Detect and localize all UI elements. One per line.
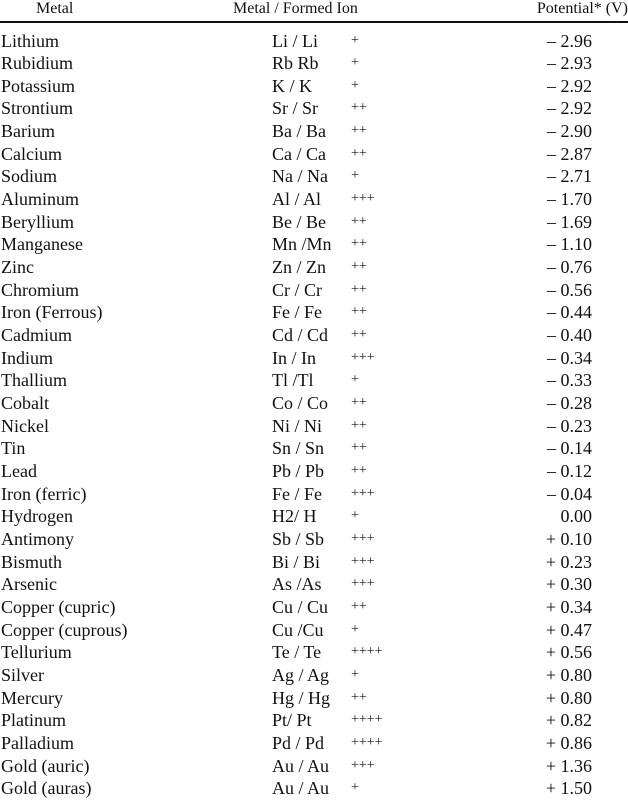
metal-name: Gold (auras) <box>1 778 92 799</box>
potential-value: + 1.36 <box>545 755 592 776</box>
metal-ion-couple: Cr / Cr <box>272 279 323 300</box>
table-row <box>0 369 628 392</box>
table-row <box>0 619 628 642</box>
metal-name: Chromium <box>1 279 80 300</box>
ion-charge: + <box>351 55 359 71</box>
table-body <box>0 30 628 800</box>
table-row <box>0 777 628 800</box>
table-row <box>0 460 628 483</box>
potential-value: – 2.93 <box>547 53 592 74</box>
ion-charge: +++ <box>351 576 375 592</box>
table-row <box>0 573 628 596</box>
table-row <box>0 279 628 302</box>
ion-charge: +++ <box>351 530 375 546</box>
metal-name: Lead <box>1 460 37 481</box>
potential-value: – 0.04 <box>547 483 592 504</box>
metal-ion-couple: Rb Rb <box>272 53 319 74</box>
table-row <box>0 709 628 732</box>
table-row <box>0 596 628 619</box>
table-row <box>0 97 628 120</box>
ion-charge: + <box>351 372 359 388</box>
potential-value: + 0.80 <box>545 664 592 685</box>
ion-charge: ++ <box>351 304 367 320</box>
ion-charge: +++ <box>351 349 375 365</box>
ion-charge: +++ <box>351 485 375 501</box>
ion-charge: ++ <box>351 689 367 705</box>
metal-name: Iron (ferric) <box>1 483 87 504</box>
ion-charge: ++ <box>351 598 367 614</box>
metal-ion-couple: Sb / Sb <box>272 528 325 549</box>
potential-value: – 0.40 <box>547 325 592 346</box>
potential-value: + 0.10 <box>545 528 592 549</box>
table-row <box>0 301 628 324</box>
table-row <box>0 347 628 370</box>
potential-value: – 0.12 <box>547 460 592 481</box>
ion-charge: + <box>351 168 359 184</box>
metal-ion-couple: Fe / Fe <box>272 302 323 323</box>
potential-value: – 0.56 <box>547 279 592 300</box>
potential-value: – 2.92 <box>547 75 592 96</box>
metal-ion-couple: Sr / Sr <box>272 98 319 119</box>
ion-charge: ++++ <box>351 734 383 750</box>
metal-name: Cadmium <box>1 325 72 346</box>
metal-name: Lithium <box>1 30 59 51</box>
ion-charge: ++ <box>351 395 367 410</box>
metal-ion-couple: Ba / Ba <box>272 121 326 142</box>
metal-ion-couple: Al / Al <box>272 189 322 210</box>
potential-value: – 0.33 <box>547 370 592 391</box>
ion-charge: ++++ <box>351 712 383 728</box>
potential-value: – 2.87 <box>547 143 592 164</box>
metal-ion-couple: Pt/ Pt <box>272 710 312 731</box>
metal-ion-couple: Be / Be <box>272 211 326 232</box>
ion-charge: + <box>351 666 359 682</box>
metal-name: Sodium <box>1 166 58 187</box>
ion-charge: +++ <box>351 191 375 207</box>
metal-name: Arsenic <box>1 574 57 595</box>
metal-ion-couple: Ag / Ag <box>272 664 330 685</box>
table-row <box>0 687 628 710</box>
potential-value: + 0.86 <box>545 732 592 753</box>
metal-ion-couple: Pd / Pd <box>272 732 325 753</box>
potential-value: + 0.30 <box>545 574 592 595</box>
metal-ion-couple: Cd / Cd <box>272 325 329 346</box>
ion-charge: ++ <box>351 145 367 161</box>
metal-ion-couple: As /As <box>272 574 322 595</box>
metal-name: Copper (cuprous) <box>1 619 128 640</box>
ion-charge: ++ <box>351 123 367 139</box>
ion-charge: ++ <box>351 281 367 297</box>
potential-value: + 0.82 <box>545 710 592 731</box>
potential-value: + 0.47 <box>545 619 592 640</box>
potential-value: – 0.28 <box>547 393 592 413</box>
table-row <box>0 415 628 438</box>
metal-ion-couple: Ca / Ca <box>272 143 326 164</box>
ion-charge: ++ <box>351 259 367 275</box>
metal-ion-couple: In / In <box>272 347 316 368</box>
potential-value: 0.00 <box>560 506 592 527</box>
metal-name: Zinc <box>1 257 34 278</box>
table-row <box>0 30 628 53</box>
metal-name: Platinum <box>1 710 67 731</box>
ion-charge: ++ <box>351 100 367 116</box>
table-row <box>0 233 628 256</box>
metal-ion-couple: Co / Co <box>272 393 329 413</box>
header-couple: Metal / Formed Ion <box>233 0 358 17</box>
metal-name: Beryllium <box>1 211 74 232</box>
ion-charge: ++++ <box>351 644 383 660</box>
table-row <box>0 505 628 528</box>
ion-charge: ++ <box>351 213 367 229</box>
metal-name: Palladium <box>1 732 74 753</box>
table-row <box>0 483 628 506</box>
ion-charge: ++ <box>351 417 367 433</box>
metal-ion-couple: Cu /Cu <box>272 619 324 640</box>
potential-value: – 2.96 <box>547 30 592 51</box>
metal-name: Tin <box>1 438 26 459</box>
metal-name: Thallium <box>1 370 67 391</box>
ion-charge: ++ <box>351 462 367 478</box>
header-potential: Potential* (V) <box>536 0 628 17</box>
ion-charge: +++ <box>351 553 375 569</box>
metal-ion-couple: Hg / Hg <box>272 687 330 708</box>
metal-name: Iron (Ferrous) <box>1 302 103 323</box>
potential-value: + 1.50 <box>545 778 592 799</box>
potential-value: – 0.76 <box>547 257 592 278</box>
metal-name: Nickel <box>1 415 49 436</box>
metal-name: Indium <box>1 347 53 368</box>
metal-name: Antimony <box>1 528 75 549</box>
metal-name: Barium <box>1 121 55 142</box>
metal-ion-couple: K / K <box>272 75 312 96</box>
metal-name: Mercury <box>1 687 63 708</box>
metal-ion-couple: Li / Li <box>272 30 318 51</box>
metal-ion-couple: Ni / Ni <box>272 415 323 436</box>
metal-ion-couple: Fe / Fe <box>272 483 323 504</box>
table-row <box>0 664 628 687</box>
table-row <box>0 75 628 98</box>
table-header <box>0 0 628 20</box>
metal-ion-couple: Cu / Cu <box>272 596 329 617</box>
table-row <box>0 211 628 234</box>
table-row <box>0 120 628 143</box>
metal-ion-couple: Sn / Sn <box>272 438 325 459</box>
potential-value: + 0.56 <box>545 642 592 663</box>
ion-charge: + <box>351 508 359 524</box>
potential-value: + 0.80 <box>545 687 592 708</box>
ion-charge: + <box>351 77 359 93</box>
metal-name: Copper (cupric) <box>1 596 116 617</box>
ion-charge: ++ <box>351 236 367 252</box>
potential-value: – 2.92 <box>547 98 592 119</box>
potential-value: – 1.70 <box>547 189 592 210</box>
table-row <box>0 551 628 574</box>
ion-charge: ++ <box>351 440 367 456</box>
metal-ion-couple: Te / Te <box>272 642 322 663</box>
table-row <box>0 324 628 347</box>
potential-value: – 0.14 <box>547 438 592 459</box>
table-row <box>0 528 628 551</box>
potential-value: + 0.23 <box>545 551 592 572</box>
potential-value: – 0.34 <box>547 347 592 368</box>
metal-name: Strontium <box>1 98 74 119</box>
potential-value: – 1.69 <box>547 211 592 232</box>
ion-charge: ++ <box>351 327 367 343</box>
metal-ion-couple: Au / Au <box>272 778 330 799</box>
metal-name: Cobalt <box>1 393 49 413</box>
table-row <box>0 256 628 279</box>
potential-value: – 0.44 <box>547 302 592 323</box>
table-row <box>0 52 628 75</box>
metal-ion-couple: Pb / Pb <box>272 460 325 481</box>
metal-ion-couple: Bi / Bi <box>272 551 321 572</box>
metal-ion-couple: Na / Na <box>272 166 328 187</box>
header-rule <box>0 21 628 23</box>
ion-charge: + <box>351 780 359 796</box>
potential-value: – 2.71 <box>547 166 592 187</box>
table-row <box>0 732 628 755</box>
table-row <box>0 755 628 778</box>
metal-name: Rubidium <box>1 53 74 74</box>
potential-value: – 1.10 <box>547 234 592 255</box>
ion-charge: + <box>351 32 359 48</box>
potential-value: – 0.23 <box>547 415 592 436</box>
table-row <box>0 188 628 211</box>
metal-ion-couple: Zn / Zn <box>272 257 326 278</box>
metal-name: Aluminum <box>1 189 80 210</box>
potential-value: – 2.90 <box>547 121 592 142</box>
table-row <box>0 641 628 664</box>
potential-value: + 0.34 <box>545 596 592 617</box>
metal-name: Manganese <box>1 234 83 255</box>
table-row <box>0 392 628 415</box>
metal-ion-couple: Tl /Tl <box>272 370 314 391</box>
metal-name: Calcium <box>1 143 62 164</box>
metal-ion-couple: Au / Au <box>272 755 330 776</box>
metal-name: Hydrogen <box>1 506 73 527</box>
ion-charge: +++ <box>351 757 375 773</box>
metal-ion-couple: Mn /Mn <box>272 234 332 255</box>
metal-name: Bismuth <box>1 551 63 572</box>
ion-charge: + <box>351 621 359 637</box>
table-row <box>0 143 628 166</box>
metal-name: Gold (auric) <box>1 755 90 776</box>
metal-name: Tellurium <box>1 642 72 663</box>
metal-name: Potassium <box>1 75 76 96</box>
table-row <box>0 165 628 188</box>
header-metal: Metal <box>36 0 74 17</box>
metal-name: Silver <box>1 664 44 685</box>
metal-ion-couple: H2/ H <box>272 506 317 527</box>
table-row <box>0 437 628 460</box>
